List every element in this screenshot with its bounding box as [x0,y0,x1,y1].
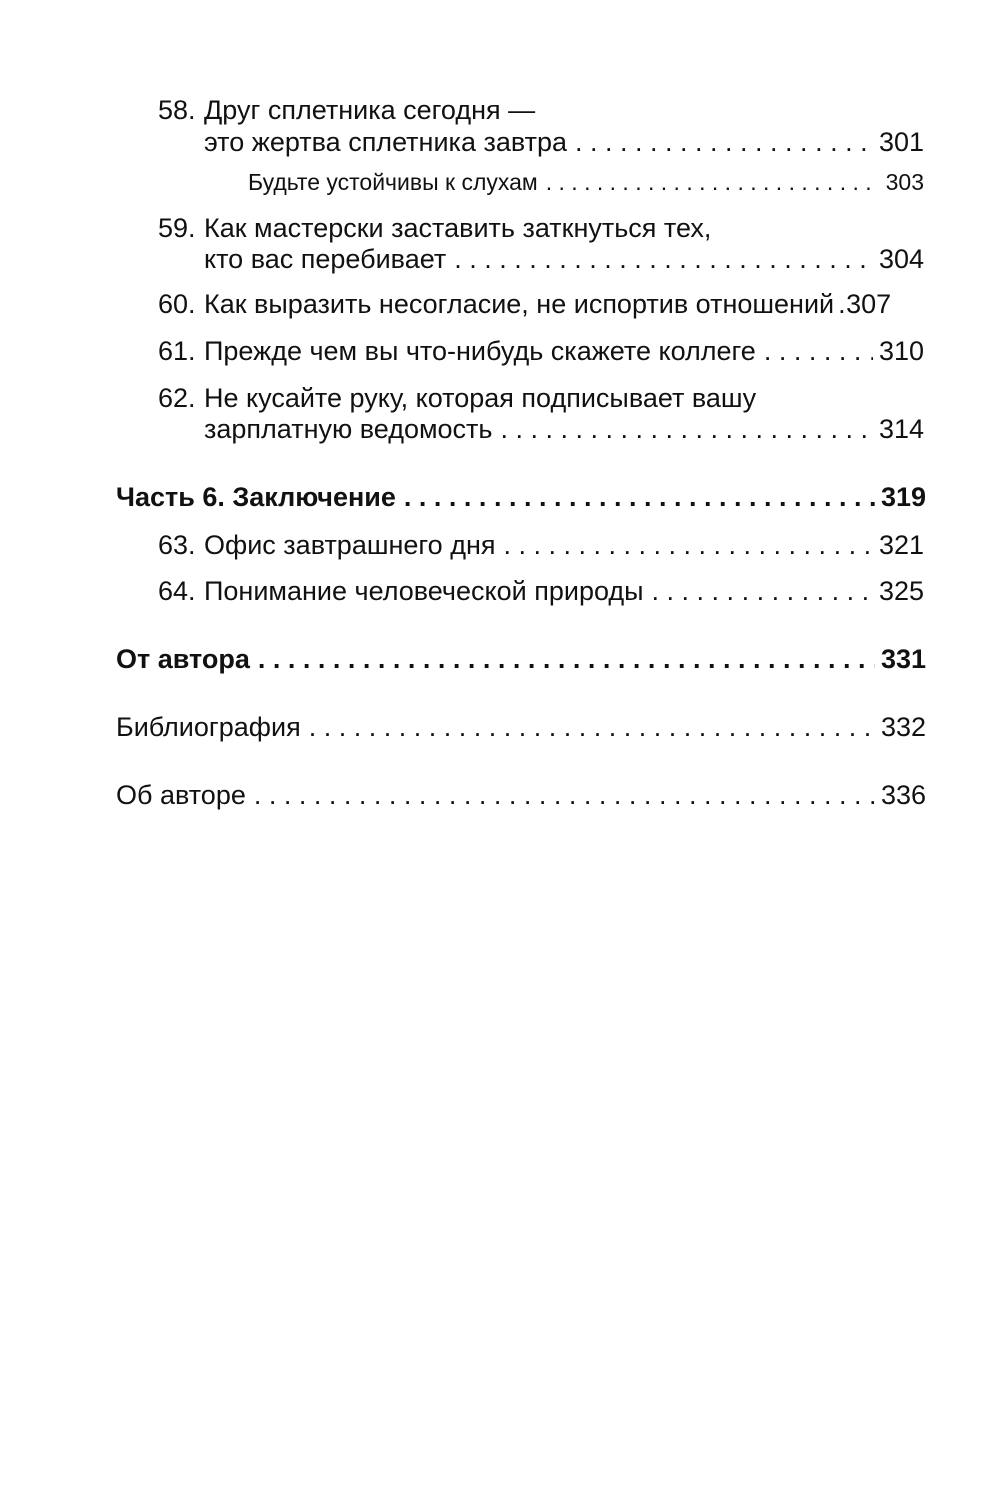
toc-part-entry[interactable] [116,643,926,675]
toc-entry[interactable] [116,711,926,743]
page-number: 336 [880,780,926,810]
dot-leader [838,288,846,320]
dot-leader [309,711,875,743]
part-title: От автора [116,644,250,674]
chapter-title-line: Офис завтрашнего дня [204,530,496,560]
toc-subentry[interactable] [248,166,924,198]
dot-leader [504,529,873,561]
toc-entry[interactable] [204,335,924,367]
chapter-number: 60. [158,289,196,319]
page-number: 304 [878,244,924,274]
chapter-number: 63. [158,530,196,560]
dot-leader [500,413,872,445]
chapter-title-line: Друг сплетника сегодня — [204,95,536,125]
toc-part-entry[interactable] [116,481,926,513]
page-number: 319 [880,482,926,512]
chapter-title-line: зарплатную ведомость [204,414,493,444]
chapter-title-line: Понимание человеческой природы [204,576,644,606]
dot-leader [258,643,875,675]
toc-entry[interactable] [116,779,926,811]
dot-leader [454,243,873,275]
toc-entry[interactable] [204,529,924,561]
page-number: 303 [885,169,924,195]
page-number: 325 [878,576,924,606]
chapter-number: 61. [158,336,196,366]
part-title: Часть 6. Заключение [116,482,396,512]
dot-leader [575,126,873,158]
section-title: Библиография [116,712,301,742]
chapter-title-line: Не кусайте руку, которая подписывает вашу [204,383,757,413]
toc-entry[interactable] [204,575,924,607]
toc-entry[interactable] [204,288,924,320]
chapter-number: 62. [158,383,196,413]
chapter-number: 59. [158,213,196,243]
page-number: 301 [878,127,924,157]
page-number: 310 [878,336,924,366]
chapter-title-line: это жертва сплетника завтра [204,127,568,157]
chapter-number: 58. [158,95,196,125]
chapter-title-line: Прежде чем вы что-нибудь скажете коллеге [204,336,756,366]
subsection-title: Будьте устойчивы к слухам [248,169,538,195]
chapter-title-line: Как выразить несогласие, не испортив отношений [204,289,835,319]
dot-leader [652,575,873,607]
dot-leader [404,481,875,513]
dot-leader [254,779,875,811]
chapter-number: 64. [158,576,196,606]
page-number: 321 [878,530,924,560]
chapter-title-line: кто вас перебивает [204,244,447,274]
toc-entry[interactable] [204,243,924,275]
dot-leader [764,335,873,367]
section-title: Об авторе [116,780,246,810]
page-number: 314 [878,414,924,444]
page-number: 331 [880,644,926,674]
chapter-title-line: Как мастерски заставить заткнуться тех, [204,213,712,243]
toc-entry[interactable] [204,413,924,445]
toc-entry[interactable] [204,126,924,158]
dot-leader [546,166,880,198]
page-number: 307 [846,289,892,319]
page-number: 332 [880,712,926,742]
